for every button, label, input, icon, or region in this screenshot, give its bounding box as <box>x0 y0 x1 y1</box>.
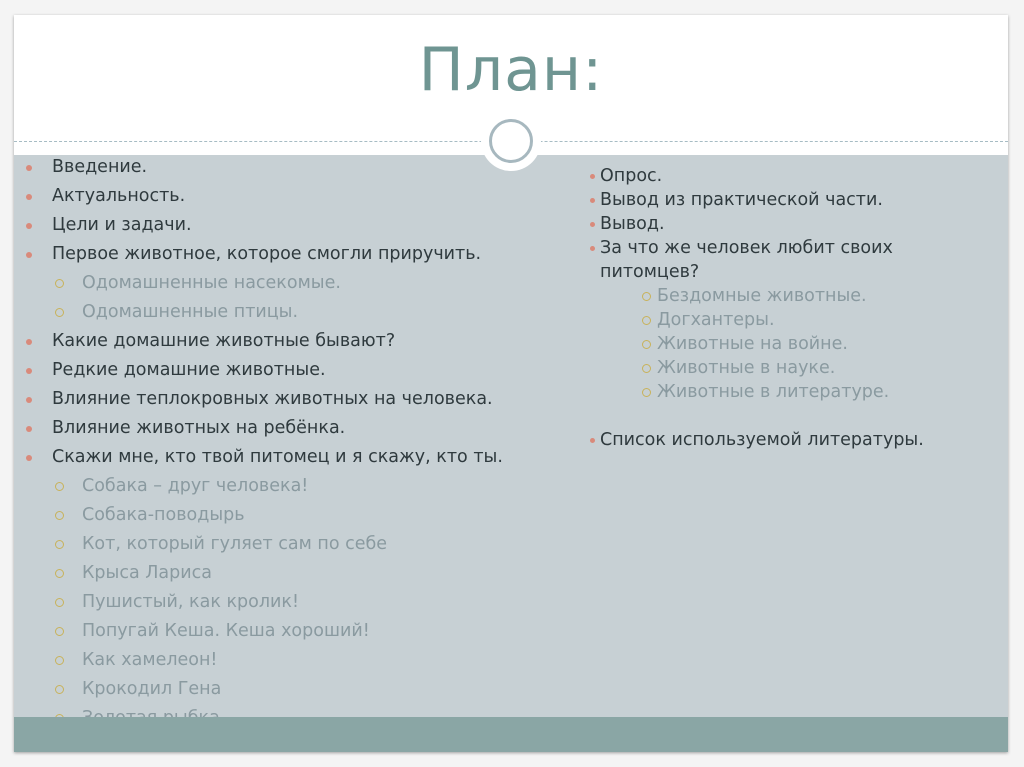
dot-bullet-icon <box>590 174 595 179</box>
list-item-text: Животные в литературе. <box>657 382 890 402</box>
list-item-text: Список используемой литературы. <box>600 430 924 450</box>
sub-list-item <box>584 308 1004 332</box>
dot-bullet-icon <box>590 438 595 443</box>
dot-bullet-icon <box>26 223 32 229</box>
list-item-text: Скажи мне, кто твой питомец и я скажу, кто ты. <box>52 447 503 467</box>
hollow-bullet-icon <box>642 364 651 373</box>
right-column-list <box>584 164 1004 452</box>
list-item <box>14 211 574 240</box>
list-item-text: Влияние животных на ребёнка. <box>52 418 346 438</box>
list-item-text: Крыса Лариса <box>82 563 212 583</box>
list-item-text: За что же человек любит своих <box>600 238 893 258</box>
list-item <box>14 414 574 443</box>
hollow-bullet-icon <box>55 627 64 636</box>
list-item <box>14 327 574 356</box>
list-item-text: Первое животное, которое смогли приручить. <box>52 244 482 264</box>
sub-list-item <box>14 501 574 530</box>
hollow-bullet-icon <box>642 292 651 301</box>
list-item-text: Одомашненные насекомые. <box>82 273 341 293</box>
left-column-list <box>14 153 574 733</box>
list-item <box>584 164 1004 188</box>
list-item <box>14 182 574 211</box>
dot-bullet-icon <box>590 246 595 251</box>
hollow-bullet-icon <box>55 511 64 520</box>
list-item-text: Редкие домашние животные. <box>52 360 326 380</box>
hollow-bullet-icon <box>642 316 651 325</box>
sub-list-item <box>14 298 574 327</box>
slide <box>14 15 1008 752</box>
hollow-bullet-icon <box>55 685 64 694</box>
dot-bullet-icon <box>590 222 595 227</box>
list-item-text: Догхантеры. <box>657 310 775 330</box>
dot-bullet-icon <box>26 252 32 258</box>
list-item-text: Крокодил Гена <box>82 679 222 699</box>
sub-list-item <box>14 269 574 298</box>
list-item-text: Опрос. <box>600 166 663 186</box>
list-item-text: Вывод из практической части. <box>600 190 883 210</box>
dot-bullet-icon <box>26 397 32 403</box>
list-item-text: Введение. <box>52 157 148 177</box>
list-item-text: Животные на войне. <box>657 334 848 354</box>
sub-list-item <box>14 530 574 559</box>
list-item <box>584 212 1004 236</box>
list-item-text: Как хамелеон! <box>82 650 218 670</box>
list-item-text: Животные в науке. <box>657 358 836 378</box>
list-item-text: Актуальность. <box>52 186 186 206</box>
list-item <box>14 443 574 472</box>
list-item <box>584 428 1004 452</box>
hollow-bullet-icon <box>55 598 64 607</box>
sub-list-item <box>584 284 1004 308</box>
dot-bullet-icon <box>26 165 32 171</box>
list-item-text: Влияние теплокровных животных на человека. <box>52 389 493 409</box>
slide-title: План: <box>418 35 604 105</box>
sub-list-item <box>584 380 1004 404</box>
dot-bullet-icon <box>26 339 32 345</box>
sub-list-item <box>584 332 1004 356</box>
list-item-text: Собака – друг человека! <box>82 476 309 496</box>
list-item-text: питомцев? <box>600 262 700 282</box>
list-item-text: Пушистый, как кролик! <box>82 592 299 612</box>
sub-list-item <box>14 559 574 588</box>
list-item <box>584 188 1004 212</box>
list-item-text: Кот, который гуляет сам по себе <box>82 534 388 554</box>
hollow-bullet-icon <box>642 340 651 349</box>
footer-band <box>14 717 1008 752</box>
sub-list-item <box>14 675 574 704</box>
sub-list-item <box>14 617 574 646</box>
dot-bullet-icon <box>590 198 595 203</box>
sub-list-item <box>14 472 574 501</box>
list-item-text: Собака-поводырь <box>82 505 245 525</box>
dot-bullet-icon <box>26 455 32 461</box>
dot-bullet-icon <box>26 426 32 432</box>
hollow-bullet-icon <box>55 482 64 491</box>
hollow-bullet-icon <box>55 569 64 578</box>
hollow-bullet-icon <box>55 656 64 665</box>
list-item-text: Вывод. <box>600 214 665 234</box>
list-item <box>584 260 1004 284</box>
list-item <box>584 236 1004 260</box>
hollow-bullet-icon <box>55 540 64 549</box>
hollow-bullet-icon <box>55 308 64 317</box>
list-item <box>14 240 574 269</box>
list-item-text: Цели и задачи. <box>52 215 192 235</box>
dot-bullet-icon <box>26 194 32 200</box>
hollow-bullet-icon <box>642 388 651 397</box>
list-item <box>14 153 574 182</box>
list-spacer <box>584 404 1004 428</box>
sub-list-item <box>584 356 1004 380</box>
list-item <box>14 356 574 385</box>
list-item-text: Какие домашние животные бывают? <box>52 331 396 351</box>
dot-bullet-icon <box>26 368 32 374</box>
sub-list-item <box>14 646 574 675</box>
list-item-text: Одомашненные птицы. <box>82 302 299 322</box>
list-item <box>14 385 574 414</box>
list-item-text: Бездомные животные. <box>657 286 867 306</box>
sub-list-item <box>14 588 574 617</box>
hollow-bullet-icon <box>55 279 64 288</box>
list-item-text: Попугай Кеша. Кеша хороший! <box>82 621 370 641</box>
